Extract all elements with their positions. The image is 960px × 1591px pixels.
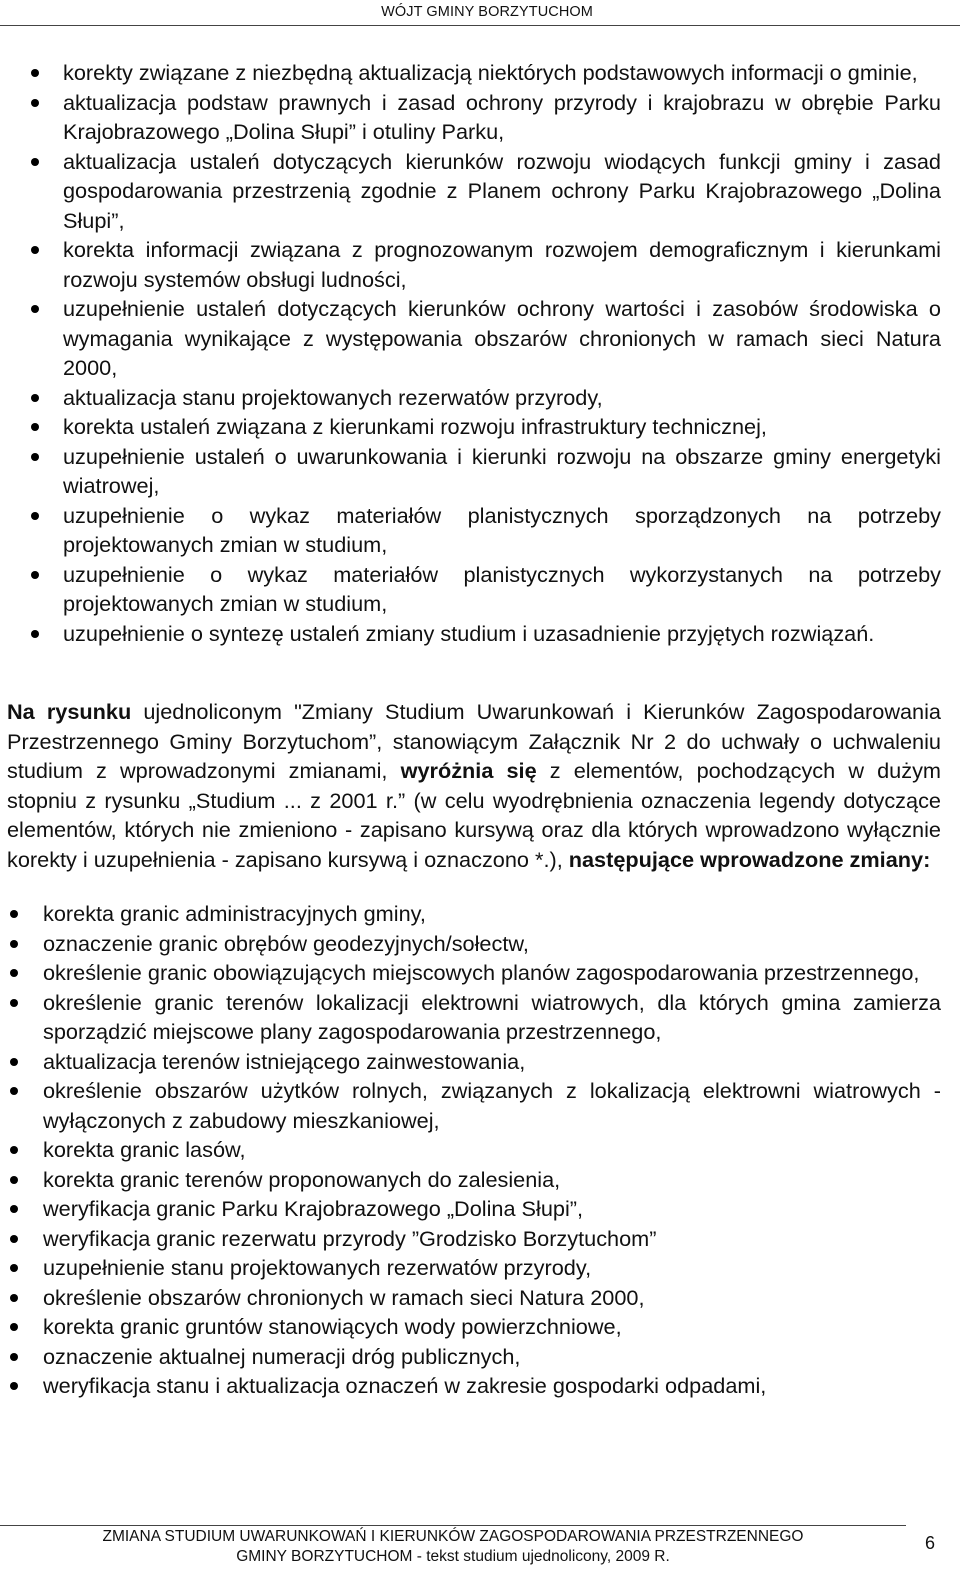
list-item-text: uzupełnienie ustaleń o uwarunkowania i kierunki rozwoju na obszarze gminy energetyki wiatrowej, [63,443,941,498]
list-item [43,1342,941,1372]
page-number: 6 [925,1533,936,1553]
list-item-text: oznaczenie granic obrębów geodezyjnych/sołectw, [43,930,529,956]
bullet-icon [31,305,39,313]
list-item-text: weryfikacja stanu i aktualizacja oznaczeń w zakresie gospodarki odpadami, [43,1373,767,1398]
list-item-text: weryfikacja granic rezerwatu przyrody ”Grodzisko Borzytuchom” [43,1225,657,1251]
list-item [43,1165,941,1195]
paragraph-text-1: ujednoliconym "Zmiany Studium Uwarunkowań i Kierunków Zagospodarowania Przestrzennego Gminy Borzytuchom”, stanowiącym Załącznik Nr 2 do uchwały o uchwaleniu studium z wprowadzonymi zmianami, [7,699,941,783]
list-item [63,294,941,383]
list-item [63,501,941,560]
bullet-icon [10,1294,18,1302]
paragraph-lead: Na rysunku [7,699,132,724]
bullet-icon [10,1264,18,1272]
list-item-text: uzupełnienie stanu projektowanych rezerwatów przyrody, [43,1255,592,1280]
list-item-text: uzupełnienie o wykaz materiałów planistycznych sporządzonych na potrzeby projektowanych zmian w studium, [63,502,941,557]
drawing-changes-paragraph [7,697,941,874]
bullet-icon [31,158,39,166]
list-item-text: korekta granic administracyjnych gminy, [43,901,426,926]
bullet-icon [31,571,39,579]
list-item [43,1253,941,1283]
bullet-icon [10,1058,18,1066]
footer-divider [0,1525,906,1526]
list-item [43,1194,941,1224]
list-item [43,1047,941,1077]
bullet-icon [10,1353,18,1361]
list-item-text: uzupełnienie o syntezę ustaleń zmiany studium i uzasadnienie przyjętych rozwiązań. [63,620,875,646]
bullet-icon [31,69,39,77]
bullet-icon [31,453,39,461]
bullet-icon [31,246,39,254]
list-item [43,1283,941,1313]
list-item-text: korekta ustaleń związana z kierunkami rozwoju infrastruktury technicznej, [63,414,767,439]
list-item-text: weryfikacja granic Parku Krajobrazowego „Dolina Słupi”, [43,1196,584,1221]
bullet-icon [31,423,39,431]
bullet-icon [10,1087,18,1095]
list-item-text: oznaczenie aktualnej numeracji dróg publicznych, [43,1343,521,1369]
page-header-title: WÓJT GMINY BORZYTUCHOM [381,4,593,20]
list-item [43,1135,941,1165]
list-item-text: uzupełnienie o wykaz materiałów planistycznych wykorzystanych na potrzeby projektowanych zmian w studium, [63,561,941,616]
list-item-text: aktualizacja terenów istniejącego zainwestowania, [43,1048,526,1074]
list-item [63,147,941,236]
page-footer [0,1527,906,1567]
bullet-icon [31,99,39,107]
paragraph-text-2: z elementów, pochodzących w dużym stopniu z rysunku „Studium ... z 2001 r.” (w celu wyodrębnienia oznaczenia legendy dotyczące elementów, których nie zmieniono - zapisano kursywą oraz dla których wprowadzono wyłącznie korekty i uzupełnienia - zapisano kursywą i oznaczono *.), [7,758,941,872]
list-item-text: określenie granic terenów lokalizacji elektrowni wiatrowych, dla których gmina zamierza sporządzić miejscowe plany zagospodarowania przestrzennego, [43,989,941,1044]
list-item-text: aktualizacja stanu projektowanych rezerwatów przyrody, [63,384,603,410]
list-item [63,442,941,501]
list-item-text: aktualizacja ustaleń dotyczących kierunków rozwoju wiodących funkcji gminy i zasad gospodarowania przestrzenią zgodnie z Planem ochrony Parku Krajobrazowego „Dolina Słupi”, [63,148,941,233]
list-item-text: korekta granic terenów proponowanych do zalesienia, [43,1166,561,1192]
list-item [43,1076,941,1135]
list-item [43,1371,941,1401]
bullet-icon [10,1176,18,1184]
footer-line-2: GMINY BORZYTUCHOM - tekst studium ujednolicony, 2009 R. [236,1548,670,1565]
list-item [43,958,941,988]
list-item [43,929,941,959]
list-item-text: określenie obszarów użytków rolnych, związanych z lokalizacją elektrowni wiatrowych - wyłączonych z zabudowy mieszkaniowej, [43,1078,941,1133]
list-item [43,988,941,1047]
bullet-icon [10,910,18,918]
bullet-icon [10,1323,18,1331]
list-item-text: korekty związane z niezbędną aktualizacją niektórych podstawowych informacji o gminie, [63,60,918,85]
paragraph-emphasis: wyróżnia się [400,758,537,783]
bullet-icon [31,512,39,520]
list-item [43,1224,941,1254]
list-item-text: korekta granic gruntów stanowiących wody powierzchniowe, [43,1314,622,1339]
bullet-icon [31,394,39,402]
bullet-icon [10,1382,18,1390]
list-item [63,412,941,442]
bullet-icon [10,940,18,948]
changes-list-drawing [43,899,941,1401]
changes-list-text [63,58,941,648]
list-item-text: określenie granic obowiązujących miejscowych planów zagospodarowania przestrzennego, [43,960,920,985]
header-divider [0,25,960,26]
list-item [63,235,941,294]
paragraph-list-intro: następujące wprowadzone zmiany: [568,846,931,872]
footer-line-1: ZMIANA STUDIUM UWARUNKOWAŃ I KIERUNKÓW ZAGOSPODAROWANIA PRZESTRZENNEGO [102,1528,804,1545]
list-item [63,58,941,88]
list-item [63,88,941,147]
bullet-icon [31,630,39,638]
list-item-text: aktualizacja podstaw prawnych i zasad ochrony przyrody i krajobrazu w obrębie Parku Krajobrazowego „Dolina Słupi” i otuliny Parku, [63,89,941,144]
list-item [43,899,941,929]
list-item [63,560,941,619]
list-item-text: korekta informacji związana z prognozowanym rozwojem demograficznym i kierunkami rozwoju systemów obsługi ludności, [63,237,941,292]
list-item-text: określenie obszarów chronionych w ramach sieci Natura 2000, [43,1284,645,1310]
list-item-text: korekta granic lasów, [43,1137,246,1162]
list-item-text: uzupełnienie ustaleń dotyczących kierunków ochrony wartości i zasobów środowiska o wymagania wynikające z występowania obszarów chronionych w ramach sieci Natura 2000, [63,296,941,380]
bullet-icon [10,1205,18,1213]
bullet-icon [10,1146,18,1154]
list-item [63,383,941,413]
bullet-icon [10,999,18,1007]
bullet-icon [10,1235,18,1243]
list-item [63,619,941,649]
bullet-icon [10,969,18,977]
list-item [43,1312,941,1342]
